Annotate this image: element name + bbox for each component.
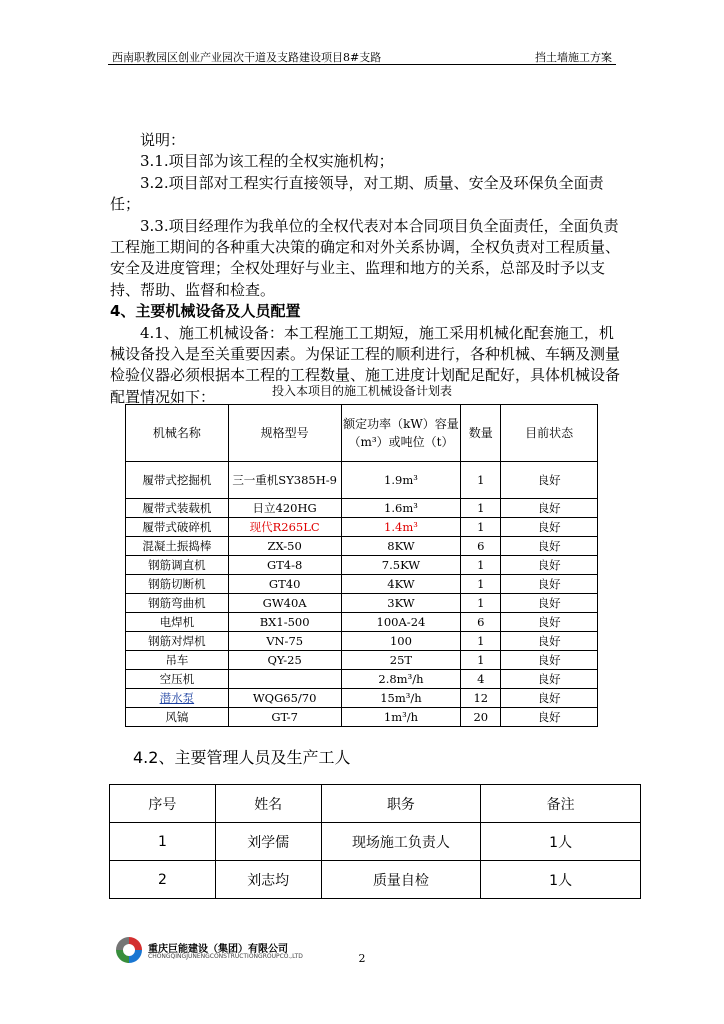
equipment-name: 履带式破碎机 [126, 518, 229, 537]
equipment-status: 良好 [501, 632, 598, 651]
col-header-power: 额定功率（kW）容量（m³）或吨位（t） [341, 405, 461, 462]
equipment-power: 25T [341, 651, 461, 670]
equipment-power: 3KW [341, 594, 461, 613]
equipment-qty: 1 [461, 575, 501, 594]
equipment-name: 钢筋弯曲机 [126, 594, 229, 613]
equipment-power: 15m³/h [341, 689, 461, 708]
equipment-qty: 1 [461, 632, 501, 651]
equipment-qty: 20 [461, 708, 501, 727]
equipment-model: WQG65/70 [228, 689, 341, 708]
staff-col-no: 序号 [110, 785, 216, 823]
equipment-status: 良好 [501, 651, 598, 670]
equipment-name: 潜水泵 [126, 689, 229, 708]
equipment-name: 钢筋切断机 [126, 575, 229, 594]
equipment-name: 空压机 [126, 670, 229, 689]
equipment-power: 7.5KW [341, 556, 461, 575]
col-header-status: 目前状态 [501, 405, 598, 462]
staff-header-row [110, 785, 641, 823]
equipment-name: 履带式装载机 [126, 499, 229, 518]
equipment-row [126, 594, 598, 613]
staff-name: 刘志均 [215, 861, 321, 899]
col-header-name: 机械名称 [126, 405, 229, 462]
equipment-row [126, 518, 598, 537]
equipment-row [126, 651, 598, 670]
paragraph-3-1: 3.1.项目部为该工程的全权实施机构； [140, 152, 394, 171]
staff-note: 1人 [481, 861, 641, 899]
equipment-model: BX1-500 [228, 613, 341, 632]
equipment-row [126, 613, 598, 632]
equipment-status: 良好 [501, 670, 598, 689]
col-header-model: 规格型号 [228, 405, 341, 462]
equipment-qty: 1 [461, 518, 501, 537]
equipment-qty: 4 [461, 670, 501, 689]
equipment-status: 良好 [501, 462, 598, 499]
equipment-table-caption: 投入本项目的施工机械设备计划表 [271, 384, 452, 398]
staff-table [109, 784, 641, 899]
equipment-model: GT40 [228, 575, 341, 594]
equipment-row [126, 670, 598, 689]
equipment-power: 1m³/h [341, 708, 461, 727]
section-4-2-heading: 4.2、主要管理人员及生产工人 [133, 748, 351, 767]
equipment-model: 三一重机SY385H-9 [228, 462, 341, 499]
staff-col-note: 备注 [481, 785, 641, 823]
equipment-power: 1.6m³ [341, 499, 461, 518]
equipment-qty: 12 [461, 689, 501, 708]
paragraph-note-label: 说明： [140, 131, 186, 149]
equipment-row [126, 708, 598, 727]
staff-col-name: 姓名 [215, 785, 321, 823]
equipment-header-row [126, 405, 598, 462]
staff-row [110, 823, 641, 861]
staff-no: 1 [110, 823, 216, 861]
equipment-model: 现代R265LC [228, 518, 341, 537]
equipment-name: 风镐 [126, 708, 229, 727]
staff-role: 质量自检 [321, 861, 481, 899]
equipment-table [125, 404, 598, 727]
equipment-power: 100A-24 [341, 613, 461, 632]
equipment-power: 1.4m³ [341, 518, 461, 537]
equipment-name: 钢筋对焊机 [126, 632, 229, 651]
equipment-row [126, 556, 598, 575]
equipment-status: 良好 [501, 537, 598, 556]
company-name-en: CHONGQINGJUNENGCONSTRUCTIONGROUPCO.,LTD [148, 953, 303, 960]
equipment-model: GT-7 [228, 708, 341, 727]
equipment-name: 电焊机 [126, 613, 229, 632]
equipment-name: 吊车 [126, 651, 229, 670]
equipment-status: 良好 [501, 613, 598, 632]
equipment-power: 1.9m³ [341, 462, 461, 499]
equipment-model: GT4-8 [228, 556, 341, 575]
equipment-status: 良好 [501, 689, 598, 708]
equipment-name: 混凝土振捣棒 [126, 537, 229, 556]
paragraph-3-3: 3.3.项目经理作为我单位的全权代表对本合同项目负全面责任，全面负责工程施工期间的各种重大决策的确定和对外关系协调，全权负责对工程质量、安全及进度管理；全权处理好与业主、监理和地方的关系，总部及时予以支持、帮助、监督和检查。 [110, 216, 621, 299]
equipment-model [228, 670, 341, 689]
equipment-row [126, 632, 598, 651]
equipment-qty: 1 [461, 462, 501, 499]
equipment-status: 良好 [501, 518, 598, 537]
equipment-table-body [126, 462, 598, 727]
staff-no: 2 [110, 861, 216, 899]
equipment-row [126, 575, 598, 594]
section-4-heading: 4、主要机械设备及人员配置 [110, 302, 301, 321]
equipment-model: GW40A [228, 594, 341, 613]
page-number: 2 [358, 952, 366, 965]
equipment-power: 2.8m³/h [341, 670, 461, 689]
equipment-name: 履带式挖掘机 [126, 462, 229, 499]
equipment-power: 100 [341, 632, 461, 651]
equipment-status: 良好 [501, 594, 598, 613]
staff-role: 现场施工负责人 [321, 823, 481, 861]
equipment-qty: 1 [461, 499, 501, 518]
equipment-status: 良好 [501, 499, 598, 518]
header-divider [108, 64, 616, 65]
equipment-name: 钢筋调直机 [126, 556, 229, 575]
equipment-row [126, 537, 598, 556]
equipment-qty: 1 [461, 556, 501, 575]
staff-row [110, 861, 641, 899]
body-text [110, 130, 620, 408]
staff-col-role: 职务 [321, 785, 481, 823]
equipment-qty: 6 [461, 613, 501, 632]
equipment-power: 4KW [341, 575, 461, 594]
equipment-status: 良好 [501, 575, 598, 594]
equipment-row [126, 499, 598, 518]
equipment-status: 良好 [501, 708, 598, 727]
header-doc-title: 挡土墙施工方案 [535, 51, 612, 64]
paragraph-4-1: 4.1、施工机械设备：本工程施工工期短，施工采用机械化配套施工，机械设备投入是至关重要因素。为保证工程的顺利进行，各种机械、车辆及测量检验仪器必须根据本工程的工程数量、施工进度计划配足配好，具体机械设备配置情况如下： [110, 323, 621, 406]
staff-note: 1人 [481, 823, 641, 861]
equipment-qty: 6 [461, 537, 501, 556]
equipment-qty: 1 [461, 651, 501, 670]
equipment-model: VN-75 [228, 632, 341, 651]
header-project-title: 西南职教园区创业产业园次干道及支路建设项目8#支路 [112, 51, 382, 64]
paragraph-3-2: 3.2.项目部对工程实行直接领导，对工期、质量、安全及环保负全面责任； [110, 173, 604, 214]
equipment-model: ZX-50 [228, 537, 341, 556]
company-name-cn: 重庆巨能建设（集团）有限公司 [148, 944, 288, 955]
equipment-model: QY-25 [228, 651, 341, 670]
equipment-qty: 1 [461, 594, 501, 613]
equipment-model: 日立420HG [228, 499, 341, 518]
staff-name: 刘学儒 [215, 823, 321, 861]
equipment-power: 8KW [341, 537, 461, 556]
col-header-qty: 数量 [461, 405, 501, 462]
equipment-status: 良好 [501, 556, 598, 575]
equipment-row [126, 462, 598, 499]
equipment-row [126, 689, 598, 708]
